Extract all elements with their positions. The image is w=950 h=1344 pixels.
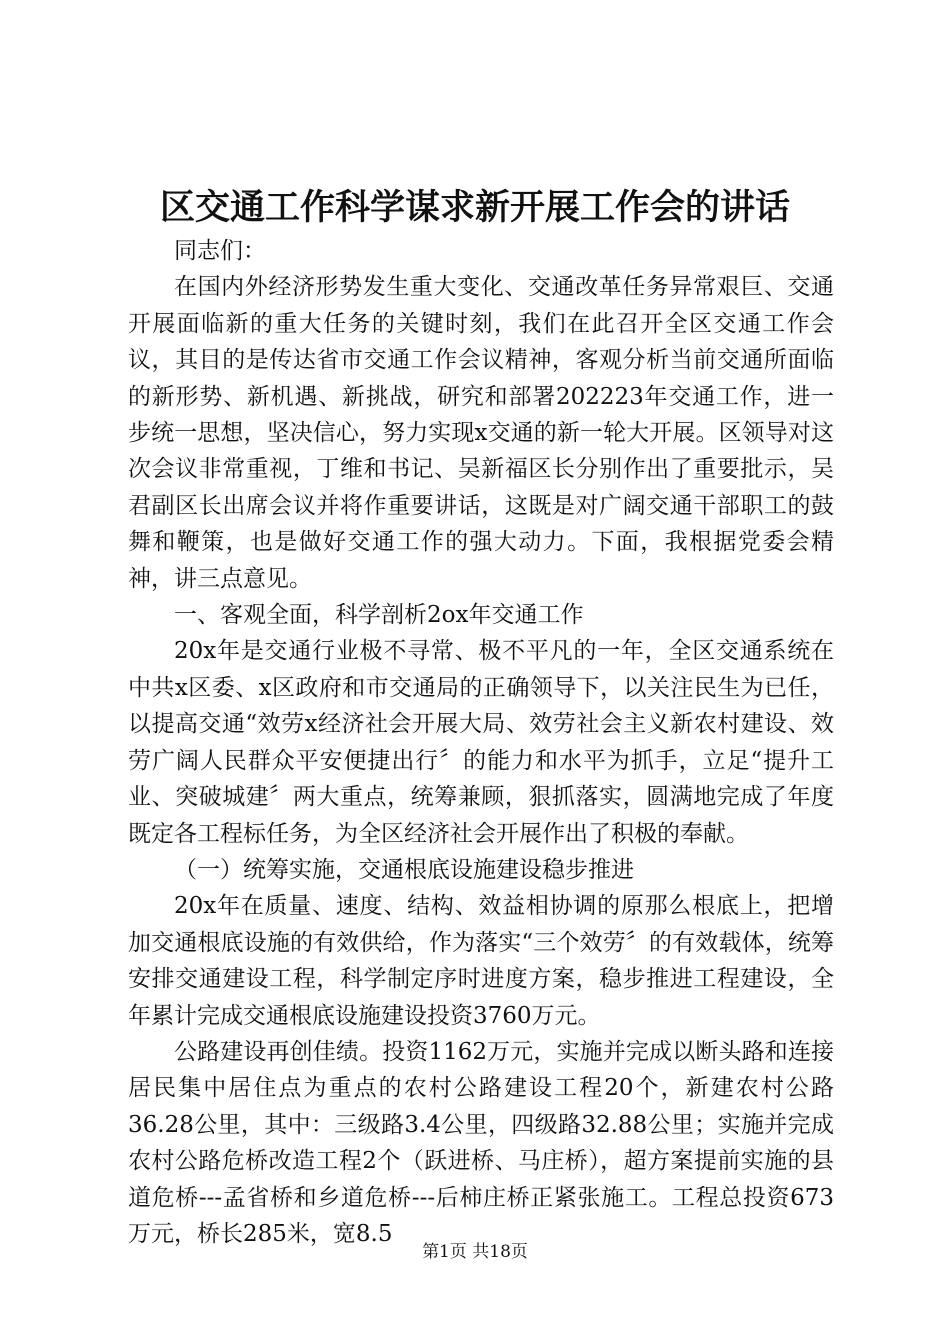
paragraph-infrastructure: 20x年在质量、速度、结构、效益相协调的原那么根底上，把增加交通根底设施的有效供给，作为落实“三个效劳〞的有效载体，统筹安排交通建设工程，科学制定序时进度方案，稳步推进工程建设，全年累计完成交通根底设施建设投资3760万元。 [128, 893, 834, 1029]
document-body [128, 233, 834, 1252]
section-heading-1: 一、客观全面，科学剖析2ox年交通工作 [174, 602, 584, 629]
page-footer: 第1页 共18页 [422, 1242, 528, 1262]
paragraph-road-construction: 公路建设再创佳绩。投资1162万元，实施并完成以断头路和连接居民集中居住点为重点的农村公路建设工程20个，新建农村公路36.28公里，其中：三级路3.4公里，四级路32.88公里；实施并完成农村公路危桥改造工程2个（跃进桥、马庄桥），超方案提前实施的县道危桥---孟省桥和乡道危桥---后柿庄桥正紧张施工。工程总投资673万元，桥长285米，宽8.5 [128, 1038, 834, 1247]
paragraph-review: 20x年是交通行业极不寻常、极不平凡的一年，全区交通系统在中共x区委、x区政府和市交通局的正确领导下，以关注民生为已任，以提高交通“效劳x经济社会开展大局、效劳社会主义新农村建设、效劳广阔人民群众平安便捷出行〞的能力和水平为抓手，立足“提升工业、突破城建〞两大重点，统筹兼顾，狠抓落实，圆满地完成了年度既定各工程标任务，为全区经济社会开展作出了积极的奉献。 [128, 638, 834, 847]
subsection-heading-1: （一）统筹实施，交通根底设施建设稳步推进 [174, 856, 634, 883]
paragraph-intro: 在国内外经济形势发生重大变化、交通改革任务异常艰巨、交通开展面临新的重大任务的关键时刻，我们在此召开全区交通工作会议，其目的是传达省市交通工作会议精神，客观分析当前交通所面临的新形势、新机遇、新挑战，研究和部署202223年交通工作，进一步统一思想，坚决信心，努力实现x交通的新一轮大开展。区领导对这次会议非常重视，丁维和书记、吴新福区长分别作出了重要批示，吴君副区长出席会议并将作重要讲话，这既是对广阔交通干部职工的鼓舞和鞭策，也是做好交通工作的强大动力。下面，我根据党委会精神，讲三点意见。 [128, 274, 834, 592]
salutation: 同志们： [174, 238, 266, 264]
document-title: 区交通工作科学谋求新开展工作会的讲话 [159, 187, 790, 228]
